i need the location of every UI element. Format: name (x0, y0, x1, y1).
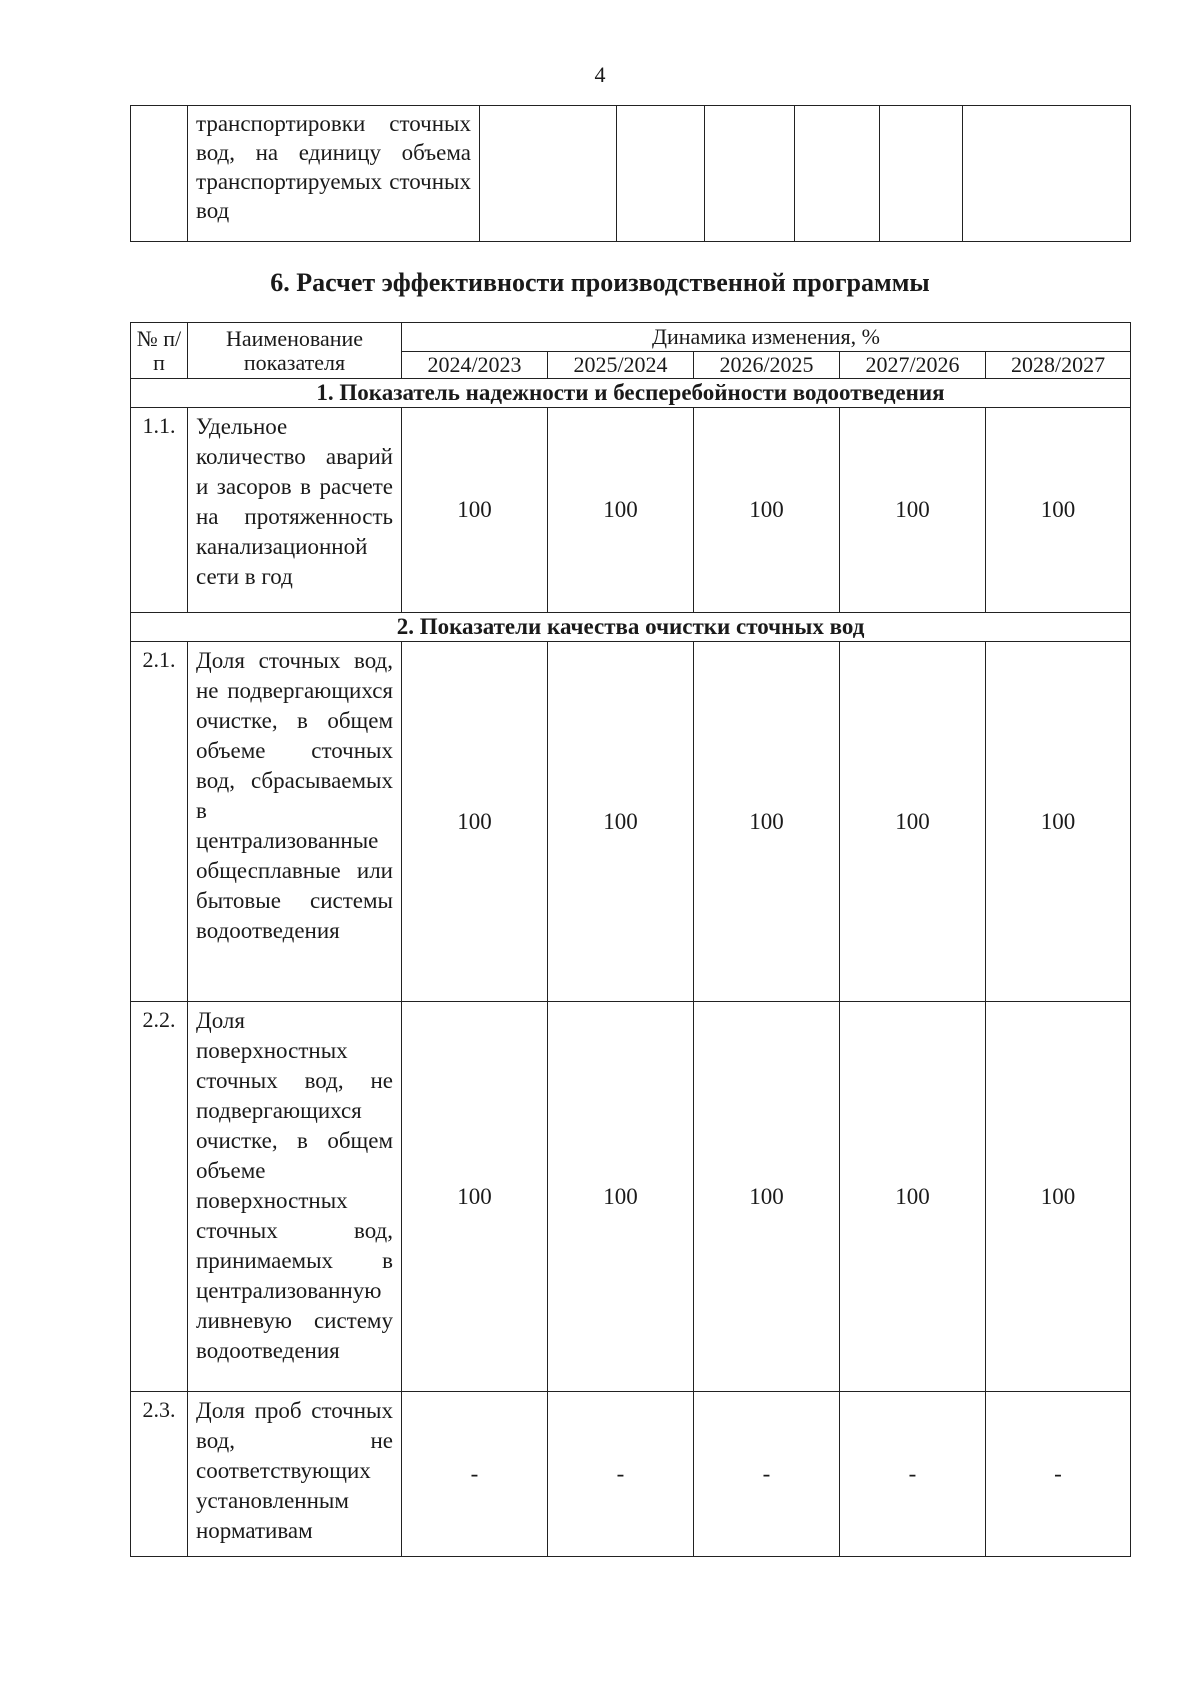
row-value: 100 (694, 1002, 840, 1392)
row-value: 100 (402, 642, 548, 1002)
header-year: 2027/2026 (840, 352, 986, 379)
row-name: Удельное количество аварий и засоров в расчете на протяженность канализационной сети в год (188, 408, 402, 613)
row-value: 100 (402, 408, 548, 613)
row-num: 2.1. (131, 642, 188, 1002)
row-value: - (548, 1392, 694, 1557)
header-year: 2024/2023 (402, 352, 548, 379)
row-value: 100 (694, 408, 840, 613)
header-row (131, 323, 1131, 352)
row-value: 100 (694, 642, 840, 1002)
group-row (131, 379, 1131, 408)
header-year: 2028/2027 (986, 352, 1131, 379)
row-value: 100 (548, 1002, 694, 1392)
continuation-empty-cell (705, 106, 795, 242)
row-value: 100 (548, 408, 694, 613)
page-number: 4 (594, 62, 606, 87)
row-value: 100 (986, 642, 1131, 1002)
continuation-empty-cell (617, 106, 705, 242)
header-year: 2025/2024 (548, 352, 694, 379)
row-value: 100 (840, 642, 986, 1002)
row-value: 100 (986, 408, 1131, 613)
continuation-empty-cell (963, 106, 1131, 242)
row-num: 1.1. (131, 408, 188, 613)
continuation-empty-cell (880, 106, 963, 242)
group-title: 1. Показатель надежности и бесперебойности водоотведения (131, 379, 1131, 408)
row-name: Доля проб сточных вод, не соответствующих установленным нормативам (188, 1392, 402, 1557)
group-row (131, 613, 1131, 642)
continuation-empty-cell (795, 106, 880, 242)
row-value: 100 (840, 408, 986, 613)
table-row (131, 408, 1131, 613)
header-dynamics: Динамика изменения, % (402, 323, 1131, 352)
row-value: - (840, 1392, 986, 1557)
row-value: - (986, 1392, 1131, 1557)
table-row (131, 1392, 1131, 1557)
header-year: 2026/2025 (694, 352, 840, 379)
group-title: 2. Показатели качества очистки сточных вод (131, 613, 1131, 642)
row-name: Доля поверхностных сточных вод, не подвергающихся очистке, в общем объеме поверхностных сточных вод, принимаемых в централизованную ливневую систему водоотведения (188, 1002, 402, 1392)
row-value: 100 (840, 1002, 986, 1392)
table-row (131, 1002, 1131, 1392)
row-name: Доля сточных вод, не подвергающихся очистке, в общем объеме сточных вод, сбрасываемых в централизованные общесплавные или бытовые системы водоотведения (188, 642, 402, 1002)
continuation-empty-cell (480, 106, 617, 242)
continuation-indicator-cell (188, 106, 480, 242)
efficiency-table (130, 322, 1131, 1557)
continuation-indicator-text: транспортировки сточных вод, на единицу объема транспортируемых сточных вод (196, 111, 471, 223)
section-title: 6. Расчет эффективности производственной программы (270, 268, 930, 297)
row-value: 100 (548, 642, 694, 1002)
row-num: 2.2. (131, 1002, 188, 1392)
row-value: - (402, 1392, 548, 1557)
row-num: 2.3. (131, 1392, 188, 1557)
table-row (131, 642, 1131, 1002)
row-value: 100 (986, 1002, 1131, 1392)
continuation-row (131, 106, 1131, 242)
continuation-num-cell (131, 106, 188, 242)
row-value: 100 (402, 1002, 548, 1392)
header-num: № п/п (131, 323, 188, 379)
header-name: Наименование показателя (188, 323, 402, 379)
continuation-table (130, 105, 1131, 242)
row-value: - (694, 1392, 840, 1557)
